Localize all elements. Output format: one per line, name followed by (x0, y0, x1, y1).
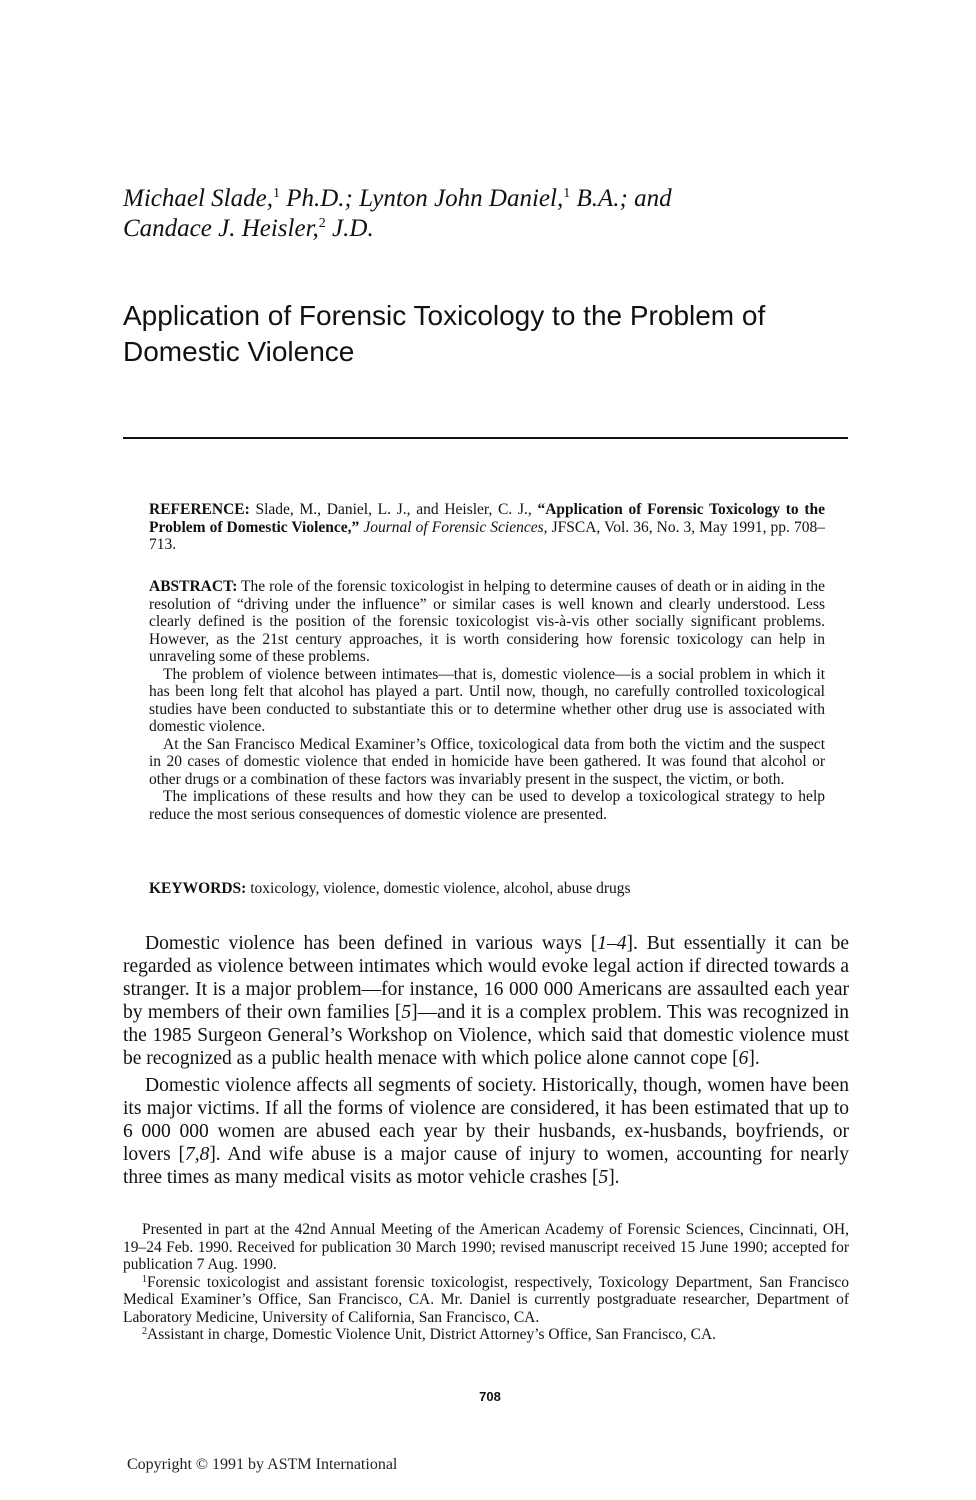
keywords-label: KEYWORDS: (149, 880, 247, 897)
abstract-paragraph: The implications of these results and how they can be used to develop a toxicological strategy to help reduce the most serious consequences of domestic violence are presented. (149, 788, 825, 823)
reference-authors: Slade, M., Daniel, L. J., and Heisler, C. J., (249, 501, 538, 518)
title-rule (123, 437, 848, 439)
body-text (123, 932, 849, 1193)
abstract-paragraph: At the San Francisco Medical Examiner’s Office, toxicological data from both the victim and the suspect in 20 cases of domestic violence that ended in homicide have been gathered. It was found that alcohol or other drugs or a combination of these factors was invariably present in the suspect, the victim, or both. (149, 735, 825, 788)
author-degree: J.D. (325, 215, 374, 242)
footnote: Presented in part at the 42nd Annual Meeting of the American Academy of Forensic Sciences, Cincinnati, OH, 19–24 Feb. 1990. Received for publication 30 March 1990; revised manuscript received 15 June 1990; accepted for publication 7 Aug. 1990. (123, 1221, 849, 1273)
abstract-paragraph (149, 578, 825, 666)
footnote-text: Assistant in charge, Domestic Violence Unit, District Attorney’s Office, San Francisco, CA. (147, 1326, 717, 1343)
body-text-run: ]. (608, 1167, 620, 1188)
abstract-text: The role of the forensic toxicologist in helping to determine causes of death or in aiding in the resolution of “driving under the influence” or similar cases is well known and clearly understood. Less clearly defined is the position of the forensic toxicologist vis-à-vis other socially significant problems. However, as the 21st century approaches, it is worth considering how forensic toxicology can help in unraveling some of these problems. (149, 578, 825, 665)
abstract-paragraph: The problem of violence between intimates—that is, domestic violence—is a social problem in which it has been long felt that alcohol has played a part. Until now, though, no carefully controlled toxicological studies have been conducted to substantiate this or to determine whether other drug use is associated with domestic violence. (149, 665, 825, 735)
paper-title (123, 298, 883, 370)
footnote (123, 1274, 849, 1327)
footnote (123, 1326, 849, 1344)
reference-journal: Journal of Forensic Sciences (359, 518, 544, 536)
keywords-block (149, 880, 825, 898)
affiliation-mark: 1 (272, 186, 280, 201)
footnotes (123, 1221, 849, 1344)
page-number: 708 (479, 1389, 501, 1404)
footnote-mark: 2 (142, 1326, 147, 1337)
affiliation-mark: 2 (318, 216, 326, 231)
keywords-text: toxicology, violence, domestic violence, alcohol, abuse drugs (246, 880, 631, 897)
citation: 5 (598, 1167, 609, 1188)
footnote-mark: 1 (142, 1273, 147, 1285)
body-text-run: ]. (748, 1048, 760, 1069)
footnote-text: Forensic toxicologist and assistant forensic toxicologist, respectively, Toxicology Department, San Francisco Medical Examiner’s Office, San Francisco, CA. Mr. Daniel is currently postgraduate researcher, Department of Laboratory Medicine, University of California, San Francisco, CA. (123, 1273, 849, 1326)
author-line-1 (123, 184, 883, 214)
body-text-run: ]—and it is a complex problem. This was recognized in the 1985 Surgeon General’s Workshop on Violence, which said that domestic violence must be recognized as a public health menace with which police alone cannot cope [ (123, 1002, 849, 1069)
reference-details: , JFSCA, Vol. 36, No. 3, May 1991, pp. 708–713. (149, 518, 825, 553)
citation: 1–4 (597, 933, 627, 954)
body-text-run: Domestic violence has been defined in various ways [ (145, 933, 598, 954)
author-name: Candace J. Heisler, (123, 215, 319, 242)
author-list (123, 184, 883, 244)
body-paragraph (123, 932, 849, 1070)
body-text-run: Domestic violence affects all segments of society. Historically, though, women have been its major victims. If all the forms of violence are considered, it has been estimated that up to 6 000 000 women are abused each year by their husbands, ex-husbands, boyfriends, or lovers [ (123, 1075, 849, 1165)
citation: 5 (401, 1002, 412, 1023)
copyright-notice: Copyright © 1991 by ASTM International (127, 1456, 398, 1473)
author-degree: B.A.; and (570, 185, 672, 212)
author-degree: Ph.D.; (279, 185, 360, 212)
citation: 6 (738, 1048, 749, 1069)
body-text-run: ]. But essentially it can be regarded as violence between intimates which would evoke legal action if directed towards a stranger. It is a major problem—for instance, 16 000 000 Americans are assaulted each year by members of their own families [ (123, 933, 849, 1023)
author-line-2 (123, 214, 883, 244)
title-line: Application of Forensic Toxicology to the Problem of (123, 300, 766, 331)
author-name: Michael Slade, (123, 185, 273, 212)
body-text-run: ]. And wife abuse is a major cause of injury to women, accounting for nearly three times as many medical visits as motor vehicle crashes [ (123, 1144, 849, 1188)
title-line: Domestic Violence (123, 336, 355, 367)
body-paragraph (123, 1074, 849, 1189)
citation: 7,8 (184, 1144, 210, 1165)
reference-block (149, 501, 825, 554)
affiliation-mark: 1 (563, 186, 571, 201)
abstract-label: ABSTRACT: (149, 578, 238, 595)
reference-article: “Application of Forensic Toxicology to the Problem of Domestic Violence,” (149, 501, 825, 536)
reference-label: REFERENCE: (149, 501, 250, 518)
abstract-block (149, 578, 825, 823)
author-name: Lynton John Daniel, (359, 185, 564, 212)
